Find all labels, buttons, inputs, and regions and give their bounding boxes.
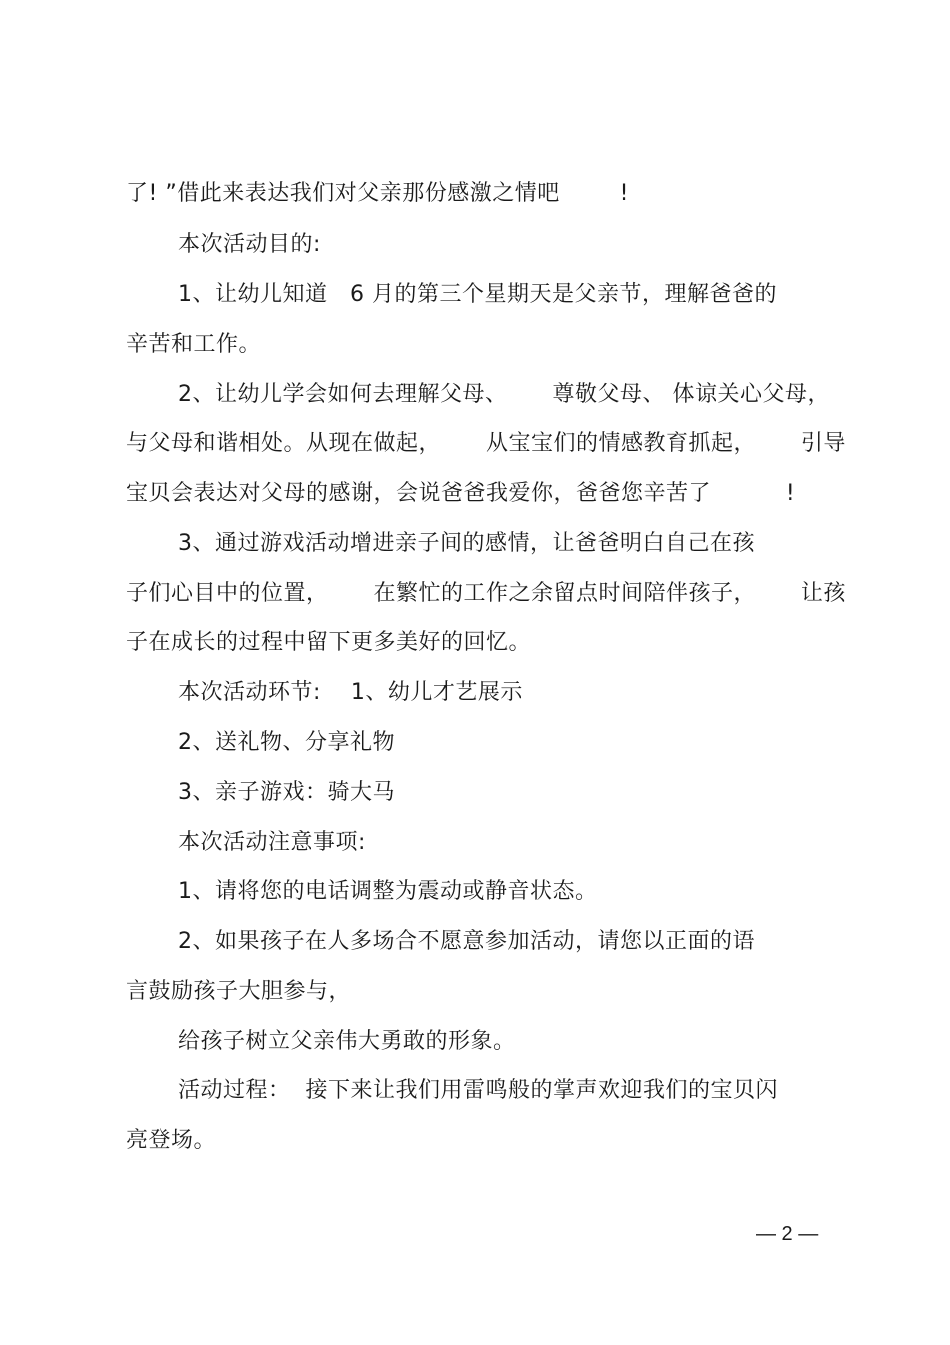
text-line: 3、通过游戏活动增进亲子间的感情，让爸爸明白自己在孩 <box>178 531 755 556</box>
text-line: 宝贝会表达对父母的感谢，会说爸爸我爱你，爸爸您辛苦了 ! <box>126 481 796 506</box>
text-line: 给孩子树立父亲伟大勇敢的形象。 <box>178 1029 516 1054</box>
section-heading-goals: 本次活动目的: <box>178 232 321 257</box>
text-line: 子们心目中的位置， 在繁忙的工作之余留点时间陪伴孩子， 让孩 <box>126 581 846 606</box>
section-heading-activities: 本次活动环节: 1、幼儿才艺展示 <box>178 680 523 705</box>
section-heading-process: 活动过程： 接下来让我们用雷鸣般的掌声欢迎我们的宝贝闪 <box>178 1078 778 1103</box>
text-line: 3、亲子游戏：骑大马 <box>178 780 395 805</box>
text-line: 子在成长的过程中留下更多美好的回忆。 <box>126 630 532 655</box>
text-line: 亮登场。 <box>126 1128 217 1153</box>
text-line: 辛苦和工作。 <box>126 332 262 357</box>
text-line: 了! ”借此来表达我们对父亲那份感激之情吧 ! <box>126 181 629 206</box>
text-line: 1、让幼儿知道 6 月的第三个星期天是父亲节，理解爸爸的 <box>178 282 777 307</box>
text-line: 2、送礼物、分享礼物 <box>178 730 395 755</box>
page-number: — 2 — <box>756 1223 819 1245</box>
text-line: 与父母和谐相处。从现在做起， 从宝宝们的情感教育抓起， 引导 <box>126 431 846 456</box>
section-heading-notes: 本次活动注意事项: <box>178 830 366 855</box>
text-line: 言鼓励孩子大胆参与， <box>126 979 352 1004</box>
text-line: 2、如果孩子在人多场合不愿意参加活动，请您以正面的语 <box>178 929 755 954</box>
text-line: 2、让幼儿学会如何去理解父母、 尊敬父母、 体谅关心父母， <box>178 382 830 407</box>
text-line: 1、请将您的电话调整为震动或静音状态。 <box>178 879 598 904</box>
